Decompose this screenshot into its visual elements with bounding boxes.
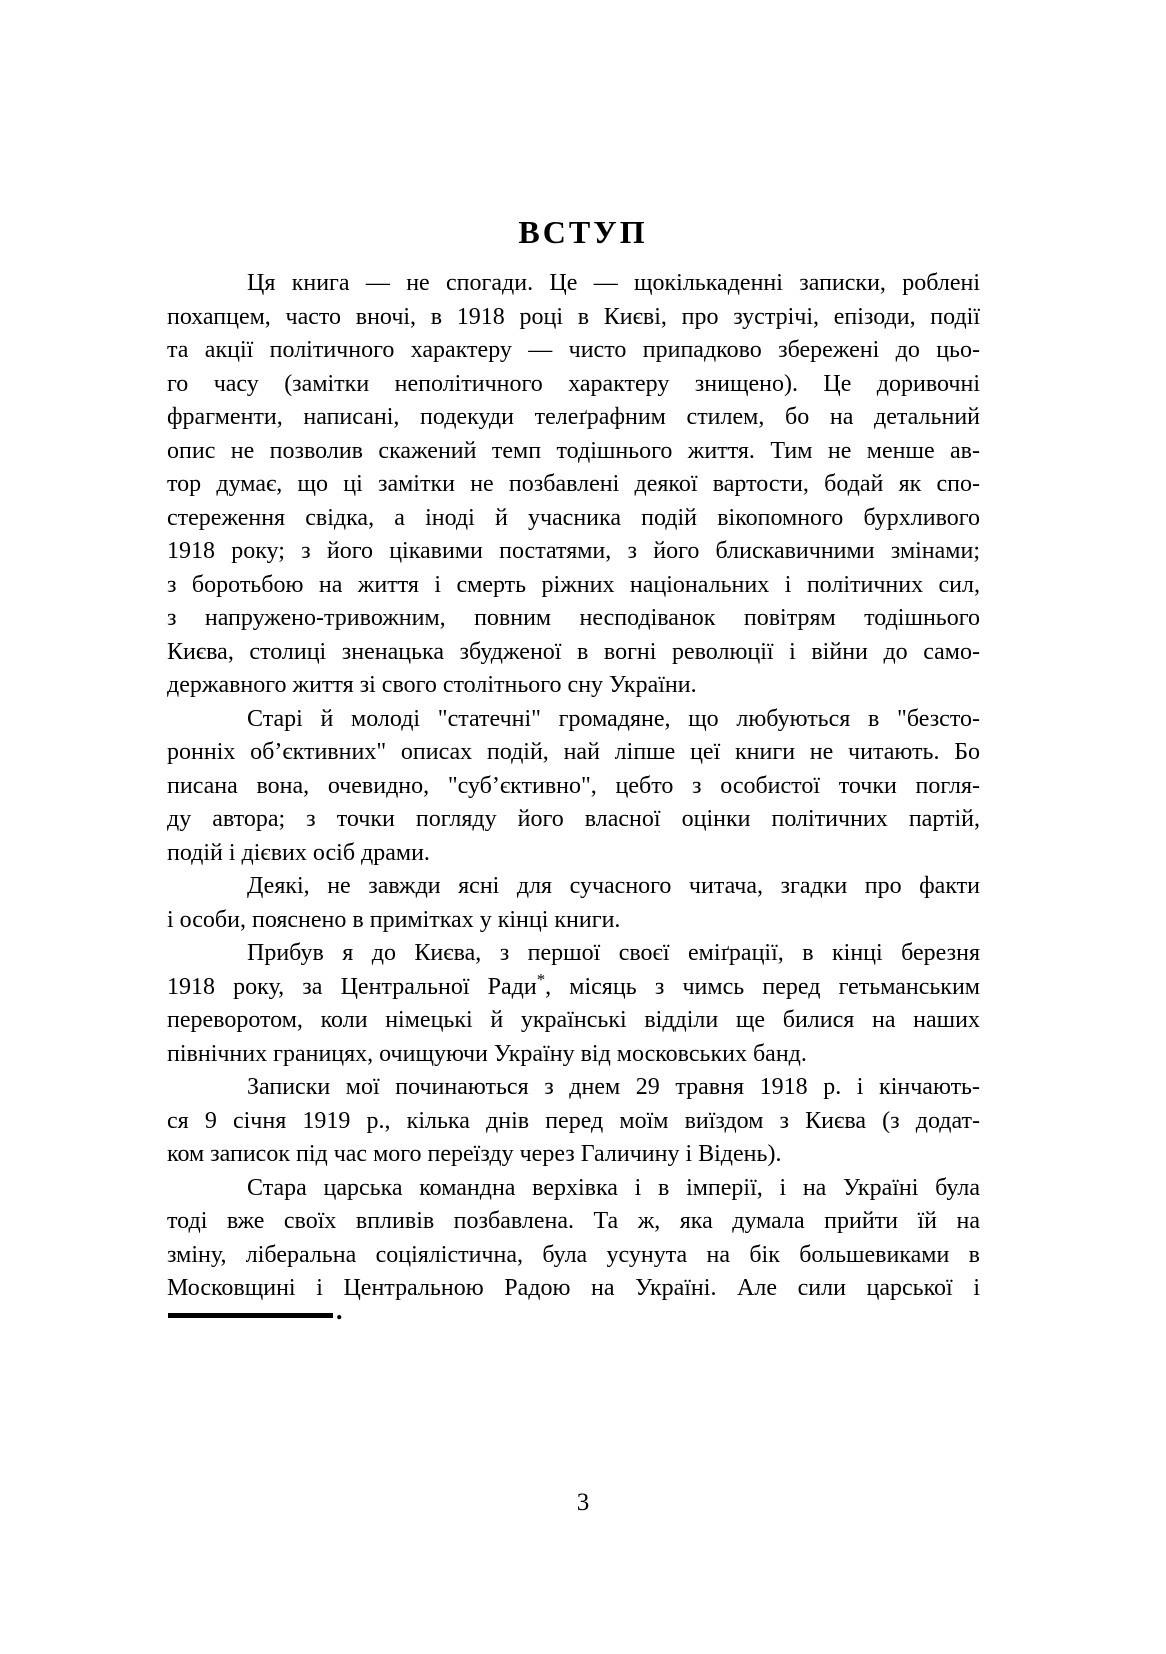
text-line: та акції політичного характеру — чисто припадково збережені до цьо- (167, 337, 980, 363)
text-line: Записки мої починаються з днем 29 травня 1918 р. і кінчають- (247, 1074, 980, 1100)
text-line: Києва, столиці зненацька збудженої в вогні революції і війни до само- (167, 638, 980, 665)
text-line: Деякі, не завжди ясні для сучасного читача, згадки про факти (247, 873, 980, 899)
text-line: державного життя зі свого столітнього сну України. (167, 672, 697, 698)
footnote-marker: * (536, 969, 546, 989)
footnote-separator-rule (168, 1313, 333, 1318)
text-line: зміну, ліберальна соціялістична, була усунута на бік большевиками в (167, 1241, 980, 1268)
text-line: похапцем, часто вночі, в 1918 році в Києві, про зустрічі, епізоди, події (167, 303, 980, 330)
text-line: тоді вже своїх впливів позбавлена. Та ж, яка думала прийти їй на (167, 1208, 980, 1234)
chapter-title: ВСТУП (518, 214, 648, 251)
text-line: ронніх об’єктивних" описах подій, най ліпше цеї книги не читають. Бо (167, 739, 980, 765)
text-line: фрагменти, написані, подекуди телеґрафним стилем, бо на детальний (167, 404, 980, 430)
text-line: з напружено-тривожним, повним несподіванок повітрям тодішнього (167, 605, 980, 631)
text-line: Старі й молоді "статечні" громадяне, що любуються в "безсто- (247, 705, 980, 732)
text-line: ся 9 січня 1919 р., кілька днів перед моїм виїздом з Києва (з додат- (167, 1107, 980, 1134)
text-line: Стара царська командна верхівка і в імперії, і на Україні була (247, 1174, 980, 1201)
text-line: Ця книга — не спогади. Це — щокількаденні записки, роблені (247, 270, 980, 296)
text-line: 1918 року, за Центральної Ради*, місяць з чимсь перед гетьманським (167, 969, 980, 1000)
text-line: Прибув я до Києва, з першої своєї еміґрації, в кінці березня (247, 940, 980, 966)
text-line: і особи, пояснено в примітках у кінці книги. (167, 906, 621, 933)
text-line: писана вона, очевидно, "суб’єктивно", цебто з особистої точки погля- (167, 772, 980, 799)
text-line: опис не позволив скажений темп тодішнього життя. Тим не менше ав- (167, 437, 980, 464)
text-line: переворотом, коли німецькі й українські відділи ще билися на наших (167, 1007, 980, 1033)
text-line: 1918 року; з його цікавими постатями, з його блискавичними змінами; (167, 538, 980, 564)
text-line: ду автора; з точки погляду його власної оцінки політичних партій, (167, 806, 980, 832)
text-line: тор думає, що ці замітки не позбавлені деякої вартости, бодай як спо- (167, 471, 980, 497)
text-line: подій і дієвих осіб драми. (167, 839, 430, 866)
footnote-rule-dot: . (336, 1296, 343, 1325)
text-line: го часу (замітки неполітичного характеру знищено). Це доривочні (167, 370, 980, 397)
text-line: Московщині і Центральною Радою на Україні. Але сили царської і (167, 1275, 980, 1301)
text-line: північних границях, очищуючи Україну від московських банд. (167, 1040, 807, 1067)
body-text (167, 267, 980, 1306)
page-number: 3 (576, 1489, 590, 1516)
text-line: ком записок під час мого переїзду через Галичину і Відень). (167, 1141, 782, 1167)
text-line: з боротьбою на життя і смерть ріжних національних і політичних сил, (167, 571, 980, 598)
text-line: стереження свідка, а іноді й учасника подій вікопомного бурхливого (167, 504, 980, 531)
